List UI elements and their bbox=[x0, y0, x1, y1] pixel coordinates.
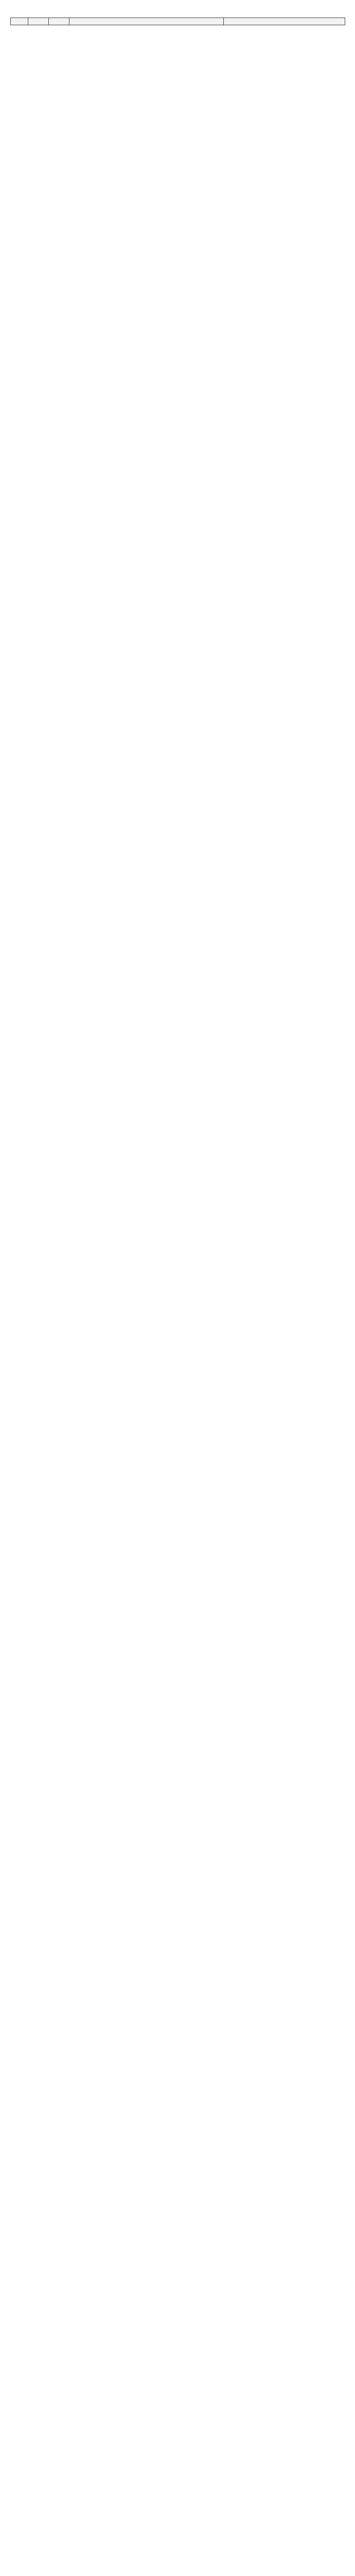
header-no bbox=[11, 18, 28, 25]
header-category bbox=[28, 18, 49, 25]
table-header-row bbox=[11, 18, 345, 25]
header-note bbox=[224, 18, 345, 25]
header-subcategory bbox=[49, 18, 69, 25]
header-name bbox=[69, 18, 224, 25]
document-title bbox=[10, 7, 345, 16]
awards-table bbox=[10, 18, 345, 25]
